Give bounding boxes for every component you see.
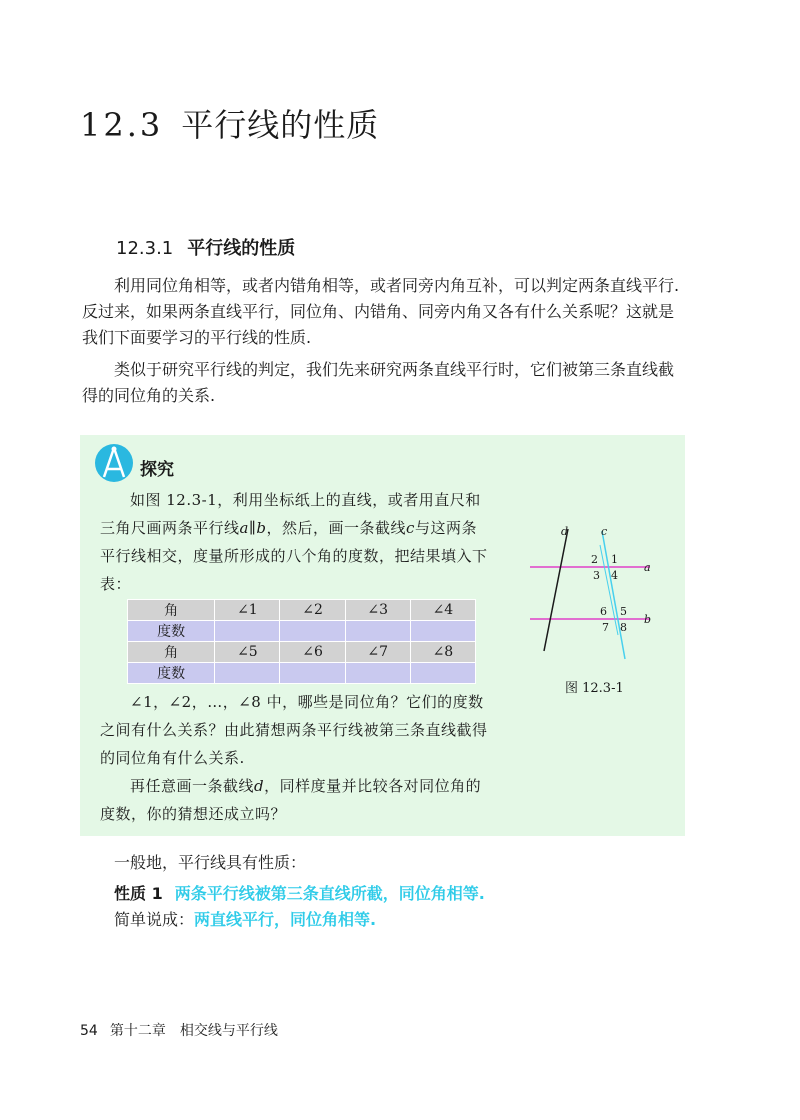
table-cell: 度数 (128, 621, 215, 642)
table-cell-input[interactable] (345, 621, 410, 642)
general-statement: 一般地，平行线具有性质： (114, 853, 307, 872)
table-cell: ∠1 (215, 600, 280, 621)
table-cell: ∠5 (215, 642, 280, 663)
label-d: d (561, 525, 569, 538)
footer-chapter: 第十二章 (109, 1023, 166, 1039)
compass-icon (94, 443, 134, 483)
table-cell-input[interactable] (280, 663, 345, 684)
table-cell: 度数 (128, 663, 215, 684)
explore-text: 再任意画一条截线 (130, 777, 255, 795)
simple-text: 两直线平行，同位角相等. (194, 910, 377, 929)
explore-box (80, 435, 685, 836)
explore-paragraph-3 (100, 772, 490, 828)
angle-label-4: 4 (611, 569, 618, 582)
table-cell: 角 (128, 600, 215, 621)
var-c: c (406, 519, 415, 537)
table-cell-input[interactable] (345, 663, 410, 684)
table-cell-input[interactable] (410, 663, 475, 684)
explore-text: ，同样度量并比较各对同位角的度数，你的猜想还成立吗？ (100, 777, 482, 823)
table-cell: ∠6 (280, 642, 345, 663)
intro-paragraph-2: 类似于研究平行线的判定，我们先来研究两条直线平行时，它们被第三条直线截得的同位角的关系. (82, 360, 675, 405)
page-footer (80, 1020, 278, 1040)
var-a: a (239, 519, 249, 537)
parallel-lines-figure (520, 523, 670, 673)
table-row (128, 663, 476, 684)
intro-paragraph: 利用同位角相等，或者内错角相等，或者同旁内角互补，可以判定两条直线平行. 反过来，如果两条直线平行，同位角、内错角、同旁内角又各有什么关系呢？这就是我们下面要学习的平行线的性质. (82, 276, 680, 347)
chapter-title-text: 平行线的性质 (181, 106, 380, 144)
line-d (544, 529, 568, 651)
table-cell-input[interactable] (280, 621, 345, 642)
table-cell: ∠7 (345, 642, 410, 663)
angle-label-1: 1 (611, 553, 618, 566)
section-title-text: 平行线的性质 (187, 238, 296, 259)
property-label: 性质 1 (114, 884, 163, 903)
angle-label-7: 7 (602, 621, 609, 634)
angle-label-5: 5 (620, 605, 627, 618)
explore-paragraph-2: ∠1，∠2，…，∠8 中，哪些是同位角？它们的度数之间有什么关系？由此猜想两条平行线被第三条直线截得的同位角有什么关系. (100, 693, 488, 767)
parallel-symbol: ∥ (248, 519, 257, 537)
table-row (128, 642, 476, 663)
page-number: 54 (80, 1023, 98, 1039)
chapter-title (80, 100, 379, 146)
angle-label-6: 6 (600, 605, 607, 618)
label-a: a (644, 561, 651, 574)
table-cell-input[interactable] (410, 621, 475, 642)
label-b: b (644, 613, 652, 626)
table-cell: ∠2 (280, 600, 345, 621)
table-cell: ∠4 (410, 600, 475, 621)
table-row (128, 600, 476, 621)
angle-label-2: 2 (591, 553, 598, 566)
angle-label-3: 3 (593, 569, 600, 582)
angle-label-8: 8 (620, 621, 627, 634)
explore-text: 与这两条平行线相交，度量所形成的八个角的度数，把结果填入下表： (100, 519, 488, 593)
table-row (128, 621, 476, 642)
simple-label: 简单说成： (114, 910, 195, 929)
table-cell-input[interactable] (215, 621, 280, 642)
label-c: c (601, 525, 608, 538)
explore-title: 探究 (140, 460, 174, 480)
simple-statement (114, 907, 376, 933)
table-cell: 角 (128, 642, 215, 663)
explore-text: ，然后，画一条截线 (266, 519, 407, 537)
chapter-number: 12.3 (80, 106, 164, 144)
property-1 (114, 881, 485, 907)
explore-text: 如图 12.3-1，利用坐标纸上的直线，或者用直尺和三角尺画两条平行线 (100, 491, 481, 537)
footer-title: 相交线与平行线 (179, 1023, 278, 1039)
line-c (602, 531, 625, 659)
table-cell-input[interactable] (215, 663, 280, 684)
property-text: 两条平行线被第三条直线所截，同位角相等. (174, 884, 485, 903)
section-number: 12.3.1 (116, 238, 174, 259)
table-cell: ∠8 (410, 642, 475, 663)
var-b: b (256, 519, 267, 537)
var-d: d (254, 777, 265, 795)
figure-caption: 图 12.3-1 (565, 681, 624, 696)
angle-table (127, 599, 476, 684)
table-cell: ∠3 (345, 600, 410, 621)
explore-paragraph-1 (100, 486, 490, 598)
section-title (116, 234, 295, 260)
